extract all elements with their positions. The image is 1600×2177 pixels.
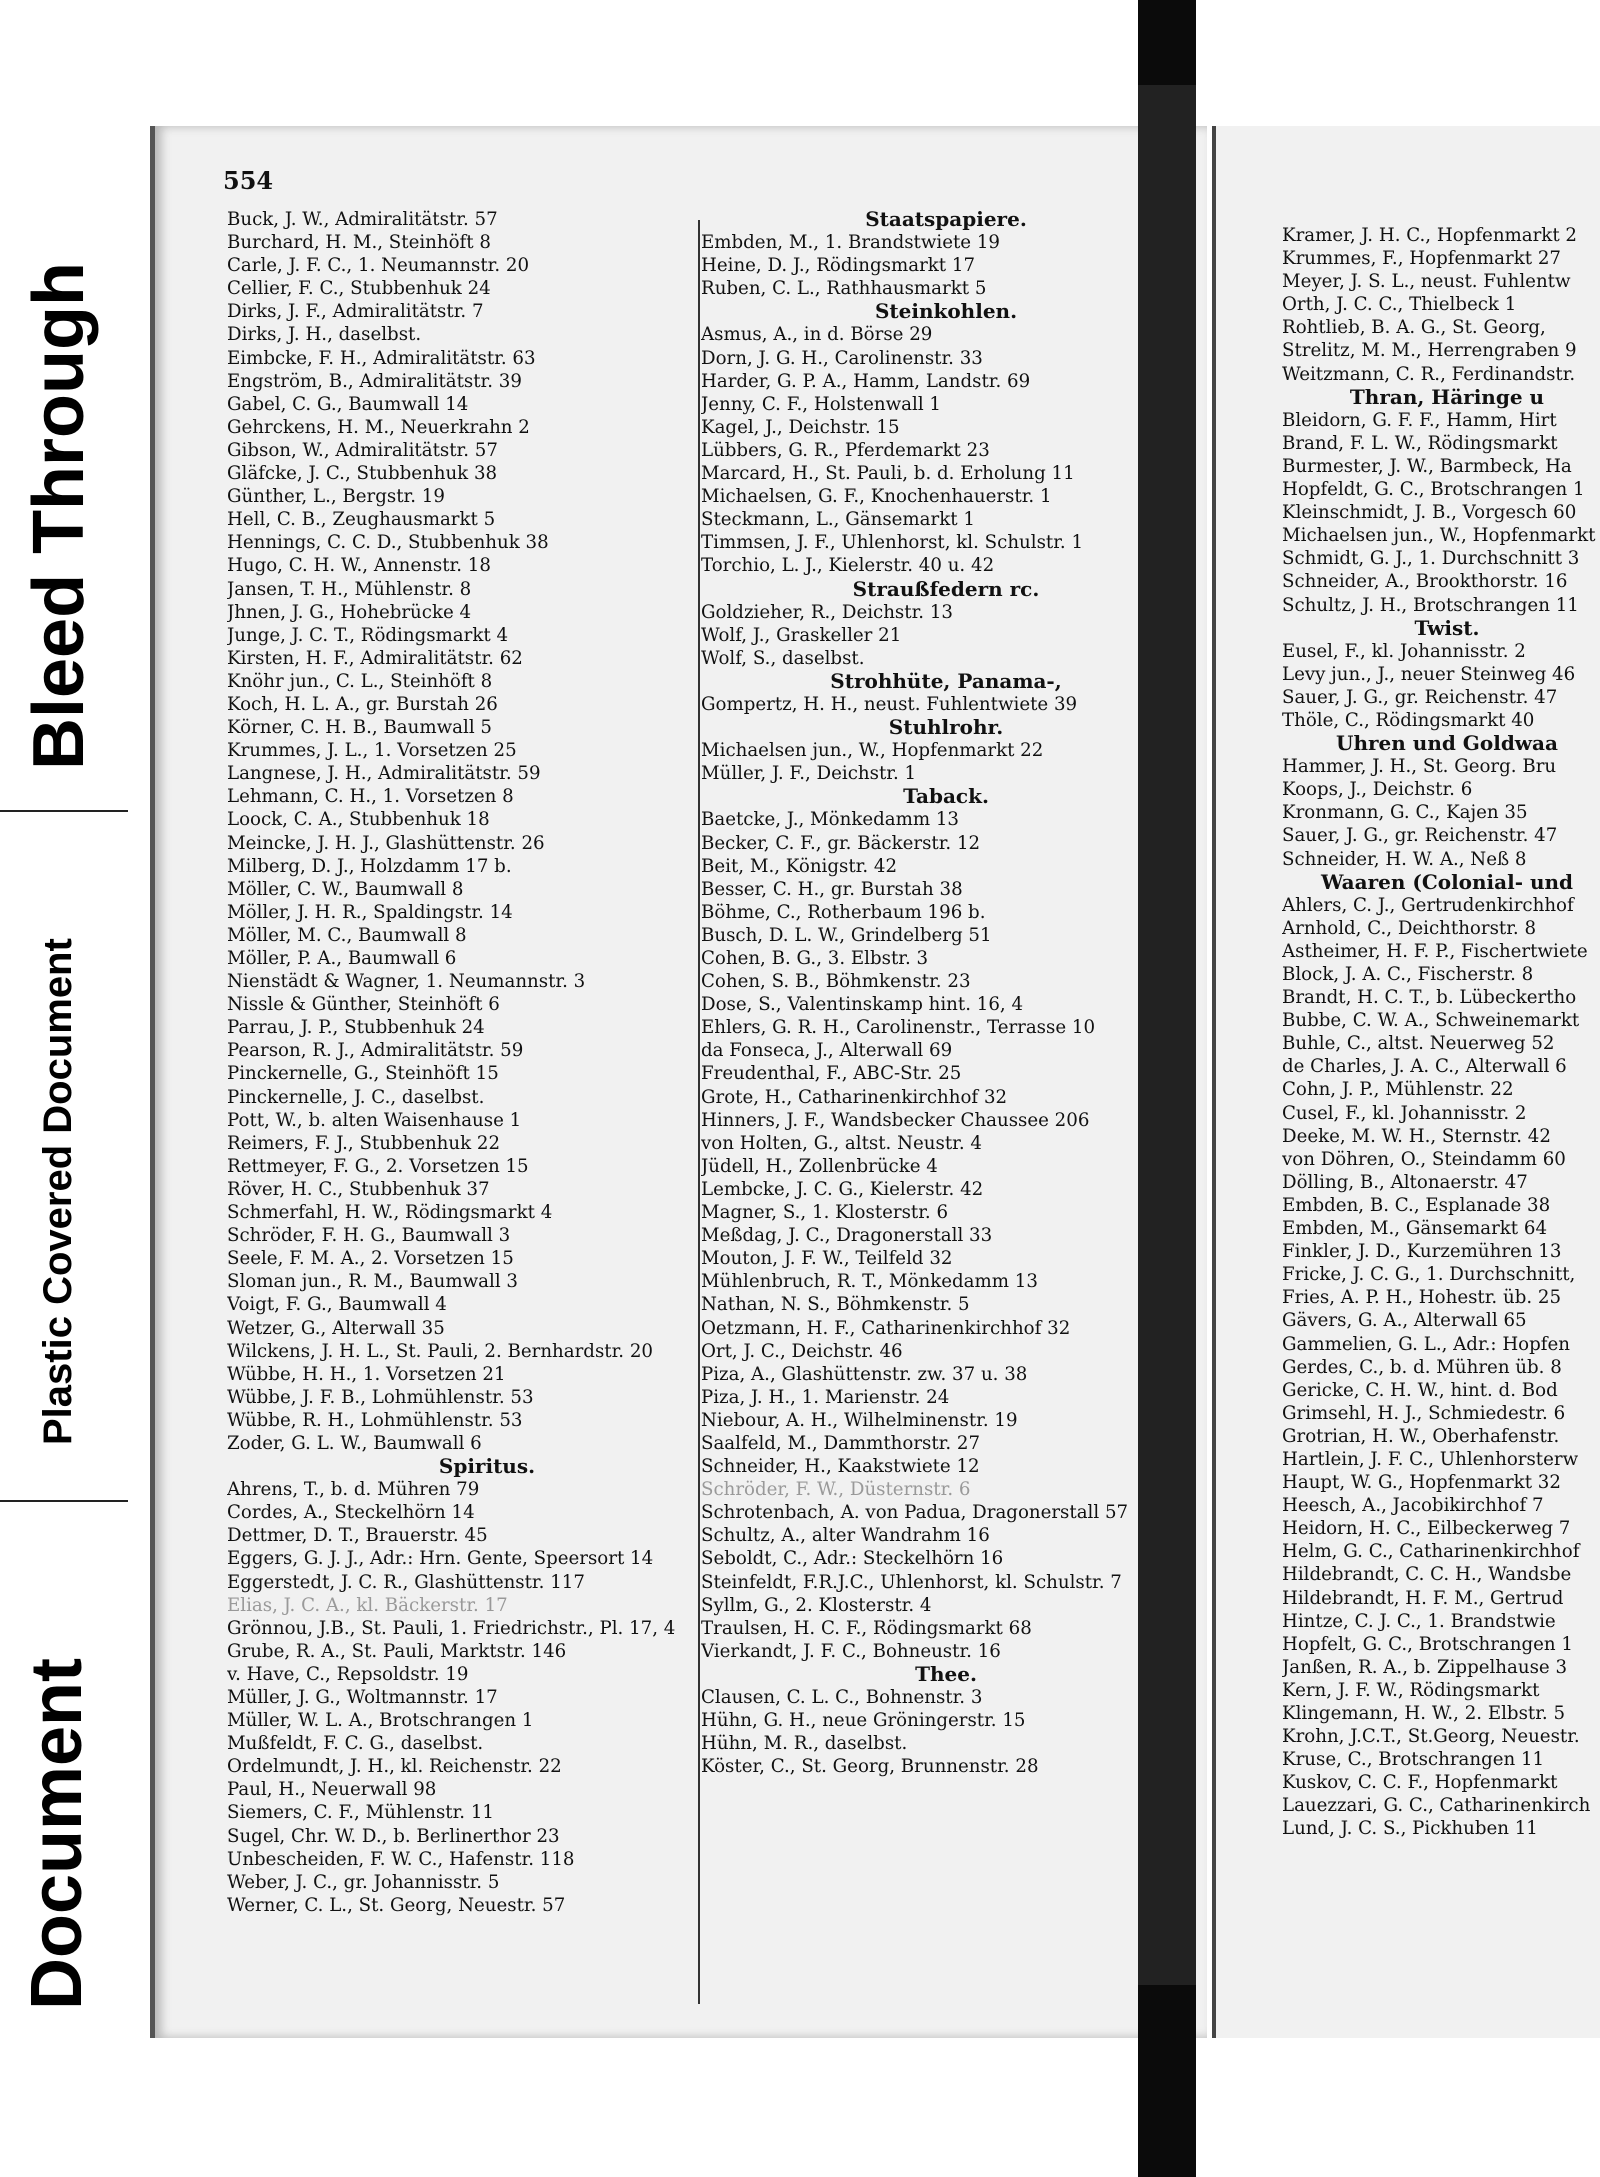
- directory-entry: Engström, B., Admiralitätstr. 39: [227, 370, 522, 392]
- directory-entry: Michaelsen jun., W., Hopfenmarkt 22: [701, 740, 1044, 762]
- directory-entry: Röver, H. C., Stubbenhuk 37: [227, 1178, 490, 1200]
- directory-entry: Rettmeyer, F. G., 2. Vorsetzen 15: [227, 1155, 529, 1177]
- document-page-left: [150, 126, 1207, 2038]
- column-divider: [698, 220, 700, 2004]
- directory-entry: Koch, H. L. A., gr. Burstah 26: [227, 693, 498, 715]
- directory-entry: Heidorn, H. C., Eilbeckerweg 7: [1282, 1518, 1571, 1540]
- directory-entry: Gibson, W., Admiralitätstr. 57: [227, 439, 498, 461]
- directory-entry: Becker, C. F., gr. Bäckerstr. 12: [701, 832, 981, 854]
- directory-entry: Hennings, C. C. D., Stubbenhuk 38: [227, 532, 549, 554]
- directory-entry: Wübbe, R. H., Lohmühlenstr. 53: [227, 1409, 523, 1431]
- directory-entry: Möller, J. H. R., Spaldingstr. 14: [227, 901, 513, 923]
- directory-entry: Wetzer, G., Alterwall 35: [227, 1317, 445, 1339]
- directory-entry: Grote, H., Catharinenkirchhof 32: [701, 1086, 1008, 1108]
- directory-entry: Burchard, H. M., Steinhöft 8: [227, 232, 491, 254]
- directory-entry: Kruse, C., Brotschrangen 11: [1282, 1749, 1545, 1771]
- directory-entry: Hinners, J. F., Wandsbecker Chaussee 206: [701, 1109, 1090, 1131]
- directory-entry: Günther, L., Bergstr. 19: [227, 486, 445, 508]
- directory-entry: Hühn, G. H., neue Gröningerstr. 15: [701, 1710, 1026, 1732]
- directory-entry: Orth, J. C. C., Thielbeck 1: [1282, 294, 1517, 316]
- document-label: Document: [17, 1657, 97, 2010]
- directory-entry: Seboldt, C., Adr.: Steckelhörn 16: [701, 1548, 1004, 1570]
- directory-entry: Embden, M., 1. Brandstwiete 19: [701, 232, 1000, 254]
- directory-entry: Fricke, J. C. G., 1. Durchschnitt,: [1282, 1264, 1576, 1286]
- directory-entry: Elias, J. C. A., kl. Bäckerstr. 17: [227, 1594, 508, 1616]
- directory-entry: Junge, J. C. T., Rödingsmarkt 4: [227, 624, 509, 646]
- directory-entry: Jansen, T. H., Mühlenstr. 8: [227, 578, 472, 600]
- directory-entry: Möller, P. A., Baumwall 6: [227, 948, 457, 969]
- directory-entry: Schneider, H., Kaakstwiete 12: [701, 1456, 980, 1478]
- section-heading: Waaren (Colonial- und: [1320, 870, 1574, 894]
- plastic-covered-label: Plastic Covered Document: [36, 938, 80, 1445]
- directory-entry: Hell, C. B., Zeughausmarkt 5: [227, 509, 496, 531]
- directory-entry: Wilckens, J. H. L., St. Pauli, 2. Bernhardstr. 20: [227, 1340, 653, 1362]
- directory-entry: Buck, J. W., Admiralitätstr. 57: [227, 209, 498, 230]
- section-heading: Stuhlrohr.: [888, 716, 1004, 740]
- directory-entry: Mühlenbruch, R. T., Mönkedamm 13: [701, 1271, 1038, 1293]
- directory-entry: Lund, J. C. S., Pickhuben 11: [1282, 1818, 1538, 1840]
- directory-entry: Cohen, S. B., Böhmkenstr. 23: [701, 971, 971, 993]
- directory-entry: Sauer, J. G., gr. Reichenstr. 47: [1282, 825, 1558, 847]
- directory-entry: Lehmann, C. H., 1. Vorsetzen 8: [227, 786, 514, 808]
- directory-entry: Hugo, C. H. W., Annenstr. 18: [227, 555, 491, 577]
- page-number: 554: [223, 166, 274, 195]
- directory-entry: Loock, C. A., Stubbenhuk 18: [227, 809, 490, 831]
- section-heading: Thee.: [915, 1662, 977, 1686]
- directory-entry: Möller, M. C., Baumwall 8: [227, 924, 467, 946]
- directory-entry: Steinfeldt, F.R.J.C., Uhlenhorst, kl. Schulstr. 7: [701, 1571, 1122, 1593]
- directory-entry: Heine, D. J., Rödingsmarkt 17: [701, 255, 976, 277]
- directory-entry: Sugel, Chr. W. D., b. Berlinerthor 23: [227, 1825, 560, 1847]
- directory-entry: Embden, M., Gänsemarkt 64: [1282, 1218, 1548, 1240]
- directory-entry: Schmidt, G. J., 1. Durchschnitt 3: [1282, 548, 1580, 570]
- directory-entry: Goldzieher, R., Deichstr. 13: [701, 601, 953, 623]
- directory-entry: Strelitz, M. M., Herrengraben 9: [1282, 340, 1577, 362]
- directory-entry: Schrotenbach, A. von Padua, Dragonerstall 57: [701, 1502, 1129, 1524]
- divider: [0, 1500, 128, 1502]
- directory-entry: Siemers, C. F., Mühlenstr. 11: [227, 1802, 494, 1824]
- directory-entry: Cusel, F., kl. Johannisstr. 2: [1282, 1102, 1527, 1124]
- directory-entry: Knöhr jun., C. L., Steinhöft 8: [227, 670, 493, 692]
- directory-entry: de Charles, J. A. C., Alterwall 6: [1282, 1056, 1567, 1078]
- directory-entry: Hopfelt, G. C., Brotschrangen 1: [1282, 1633, 1573, 1655]
- bleed-through-label: Bleed Through: [19, 262, 99, 770]
- directory-entry: Helm, G. C., Catharinenkirchhof: [1282, 1541, 1580, 1563]
- directory-entry: Michaelsen, G. F., Knochenhauerstr. 1: [701, 486, 1052, 508]
- directory-entry: Reimers, F. J., Stubbenhuk 22: [227, 1132, 501, 1154]
- directory-entry: Schneider, A., Brookthorstr. 16: [1282, 571, 1568, 593]
- directory-entry: Jhnen, J. G., Hohebrücke 4: [227, 601, 472, 623]
- directory-entry: Dettmer, D. T., Brauerstr. 45: [227, 1525, 488, 1547]
- section-heading: Strohhüte, Panama-,: [830, 669, 1062, 693]
- directory-entry: Grube, R. A., St. Pauli, Marktstr. 146: [227, 1640, 567, 1662]
- directory-entry: Piza, A., Glashüttenstr. zw. 37 u. 38: [701, 1363, 1028, 1385]
- directory-entry: Cordes, A., Steckelhörn 14: [227, 1502, 475, 1524]
- directory-entry: Dose, S., Valentinskamp hint. 16, 4: [701, 994, 1024, 1016]
- directory-entry: Krummes, J. L., 1. Vorsetzen 25: [227, 740, 517, 762]
- directory-entry: Dirks, J. H., daselbst.: [227, 324, 422, 346]
- directory-entry: Saalfeld, M., Dammthorstr. 27: [701, 1432, 981, 1454]
- directory-entry: Bubbe, C. W. A., Schweinemarkt: [1282, 1010, 1580, 1032]
- directory-entry: Gläfcke, J. C., Stubbenhuk 38: [227, 463, 498, 485]
- directory-entry: Seele, F. M. A., 2. Vorsetzen 15: [227, 1248, 514, 1270]
- divider: [0, 810, 128, 812]
- directory-entry: Schultz, A., alter Wandrahm 16: [701, 1525, 990, 1547]
- directory-entry: Marcard, H., St. Pauli, b. d. Erholung 11: [701, 463, 1075, 485]
- directory-entry: Körner, C. H. B., Baumwall 5: [227, 717, 493, 739]
- directory-entry: Grönnou, J.B., St. Pauli, 1. Friedrichstr., Pl. 17, 4: [227, 1617, 676, 1639]
- directory-entry: Wolf, S., daselbst.: [701, 647, 865, 669]
- directory-entry: Asmus, A., in d. Börse 29: [701, 324, 933, 346]
- directory-entry: Kleinschmidt, J. B., Vorgesch 60: [1282, 502, 1577, 524]
- directory-entry: Eggerstedt, J. C. R., Glashüttenstr. 117: [227, 1571, 585, 1593]
- directory-entry: Beit, M., Königstr. 42: [701, 855, 898, 877]
- section-heading: Spiritus.: [438, 1455, 536, 1479]
- directory-entry: Kirsten, H. F., Admiralitätstr. 62: [227, 647, 523, 669]
- directory-column-right: [1282, 224, 1600, 1841]
- directory-entry: Dölling, B., Altonaerstr. 47: [1282, 1171, 1528, 1193]
- directory-entry: Gehrckens, H. M., Neuerkrahn 2: [227, 416, 530, 438]
- directory-entry: Ahrens, T., b. d. Mühren 79: [227, 1479, 480, 1501]
- directory-entry: Deeke, M. W. H., Sternstr. 42: [1282, 1125, 1551, 1147]
- section-heading: Taback.: [903, 785, 989, 809]
- directory-entry: Müller, J. G., Woltmannstr. 17: [227, 1687, 498, 1708]
- directory-entry: Oetzmann, H. F., Catharinenkirchhof 32: [701, 1317, 1071, 1339]
- directory-entry: Kronmann, G. C., Kajen 35: [1282, 802, 1528, 824]
- directory-entry: Kagel, J., Deichstr. 15: [701, 416, 900, 438]
- directory-entry: Langnese, J. H., Admiralitätstr. 59: [227, 763, 541, 785]
- directory-entry: Lembcke, J. C. G., Kielerstr. 42: [701, 1178, 984, 1200]
- directory-entry: Paul, H., Neuerwall 98: [227, 1779, 437, 1801]
- directory-entry: Krummes, F., Hopfenmarkt 27: [1282, 248, 1561, 270]
- directory-entry: Schneider, H. W. A., Neß 8: [1282, 848, 1527, 870]
- directory-entry: Dorn, J. G. H., Carolinenstr. 33: [701, 347, 983, 369]
- directory-entry: Schmerfahl, H. W., Rödingsmarkt 4: [227, 1202, 553, 1224]
- book-gutter-inner: [1138, 85, 1196, 1985]
- directory-entry: Burmester, J. W., Barmbeck, Ha: [1282, 455, 1572, 477]
- section-heading: Twist.: [1414, 616, 1480, 640]
- directory-entry: Gericke, C. H. W., hint. d. Bod: [1282, 1379, 1558, 1401]
- directory-entry: Gabel, C. G., Baumwall 14: [227, 393, 469, 415]
- directory-entry: Traulsen, H. C. F., Rödingsmarkt 68: [701, 1617, 1032, 1639]
- directory-entry: Embden, B. C., Esplanade 38: [1282, 1194, 1551, 1216]
- directory-entry: Sloman jun., R. M., Baumwall 3: [227, 1271, 519, 1293]
- directory-column-middle: [701, 208, 1191, 1778]
- directory-entry: Milberg, D. J., Holzdamm 17 b.: [227, 855, 512, 877]
- section-heading: Staatspapiere.: [865, 208, 1027, 231]
- directory-entry: Hildebrandt, C. C. H., Wandsbe: [1282, 1564, 1572, 1586]
- directory-entry: Schröder, F. W., Düsternstr. 6: [701, 1479, 971, 1501]
- section-heading: Thran, Häringe u: [1349, 385, 1545, 409]
- directory-entry: Pott, W., b. alten Waisenhause 1: [227, 1109, 522, 1131]
- directory-entry: Hammer, J. H., St. Georg. Bru: [1282, 756, 1557, 778]
- directory-entry: Wübbe, J. F. B., Lohmühlenstr. 53: [227, 1386, 534, 1408]
- directory-entry: Baetcke, J., Mönkedamm 13: [701, 809, 960, 831]
- directory-entry: Parrau, J. P., Stubbenhuk 24: [227, 1017, 485, 1039]
- directory-entry: Kramer, J. H. C., Hopfenmarkt 2: [1282, 225, 1577, 246]
- directory-entry: Ort, J. C., Deichstr. 46: [701, 1340, 903, 1362]
- directory-entry: Mußfeldt, F. C. G., daselbst.: [227, 1733, 484, 1755]
- directory-entry: Arnhold, C., Deichthorstr. 8: [1282, 917, 1537, 939]
- directory-entry: Jenny, C. F., Holstenwall 1: [701, 393, 942, 415]
- directory-entry: Böhme, C., Rotherbaum 196 b.: [701, 901, 986, 923]
- directory-entry: Busch, D. L. W., Grindelberg 51: [701, 924, 992, 946]
- directory-entry: Hintze, C. J. C., 1. Brandstwie: [1282, 1610, 1556, 1632]
- directory-entry: Pinckernelle, G., Steinhöft 15: [227, 1063, 499, 1085]
- directory-entry: Block, J. A. C., Fischerstr. 8: [1282, 964, 1534, 985]
- directory-entry: Möller, C. W., Baumwall 8: [227, 878, 464, 900]
- directory-entry: Haupt, W. G., Hopfenmarkt 32: [1282, 1472, 1561, 1494]
- directory-entry: Mouton, J. F. W., Teilfeld 32: [701, 1248, 953, 1270]
- directory-entry: Gerdes, C., b. d. Mühren üb. 8: [1282, 1356, 1562, 1378]
- section-heading: Steinkohlen.: [874, 300, 1018, 324]
- directory-entry: Clausen, C. L. C., Bohnenstr. 3: [701, 1687, 983, 1708]
- directory-entry: Unbescheiden, F. W. C., Hafenstr. 118: [227, 1848, 575, 1870]
- directory-entry: Besser, C. H., gr. Burstah 38: [701, 878, 963, 900]
- directory-entry: Finkler, J. D., Kurzemühren 13: [1282, 1241, 1562, 1263]
- section-heading: Straußfedern rc.: [852, 577, 1040, 601]
- directory-entry: Levy jun., J., neuer Steinweg 46: [1282, 663, 1576, 685]
- directory-entry: Buhle, C., altst. Neuerweg 52: [1282, 1033, 1555, 1055]
- directory-entry: Gammelien, G. L., Adr.: Hopfen: [1282, 1333, 1570, 1355]
- directory-entry: von Holten, G., altst. Neustr. 4: [701, 1132, 982, 1154]
- directory-entry: Piza, J. H., 1. Marienstr. 24: [701, 1386, 950, 1408]
- directory-entry: Heesch, A., Jacobikirchhof 7: [1282, 1495, 1544, 1517]
- directory-entry: Nathan, N. S., Böhmkenstr. 5: [701, 1294, 970, 1316]
- directory-column-left: [227, 208, 747, 1917]
- directory-entry: Harder, G. P. A., Hamm, Landstr. 69: [701, 370, 1031, 392]
- directory-entry: Pearson, R. J., Admiralitätstr. 59: [227, 1040, 524, 1062]
- directory-entry: Carle, J. F. C., 1. Neumannstr. 20: [227, 255, 530, 277]
- directory-entry: Lübbers, G. R., Pferdemarkt 23: [701, 439, 990, 461]
- directory-entry: Cohen, B. G., 3. Elbstr. 3: [701, 948, 929, 969]
- directory-entry: Nissle & Günther, Steinhöft 6: [227, 994, 500, 1016]
- directory-entry: Meincke, J. H. J., Glashüttenstr. 26: [227, 832, 545, 854]
- directory-entry: von Döhren, O., Steindamm 60: [1282, 1148, 1566, 1170]
- directory-entry: Pinckernelle, J. C., daselbst.: [227, 1086, 485, 1108]
- directory-entry: Klingemann, H. W., 2. Elbstr. 5: [1282, 1703, 1566, 1724]
- directory-entry: da Fonseca, J., Alterwall 69: [701, 1040, 953, 1062]
- directory-entry: Thöle, C., Rödingsmarkt 40: [1282, 709, 1535, 731]
- directory-entry: Magner, S., 1. Klosterstr. 6: [701, 1202, 949, 1224]
- directory-entry: Müller, J. F., Deichstr. 1: [701, 763, 917, 785]
- directory-entry: Ordelmundt, J. H., kl. Reichenstr. 22: [227, 1756, 562, 1778]
- directory-entry: Steckmann, L., Gänsemarkt 1: [701, 509, 975, 531]
- directory-entry: Astheimer, H. F. P., Fischertwiete: [1282, 940, 1588, 962]
- directory-entry: Timmsen, J. F., Uhlenhorst, kl. Schulstr. 1: [701, 532, 1084, 554]
- directory-entry: Zoder, G. L. W., Baumwall 6: [227, 1432, 482, 1454]
- directory-entry: Hartlein, J. F. C., Uhlenhorsterw: [1282, 1448, 1579, 1470]
- directory-entry: Voigt, F. G., Baumwall 4: [227, 1294, 447, 1316]
- directory-entry: Wolf, J., Graskeller 21: [701, 624, 902, 646]
- directory-entry: Bleidorn, G. F. F., Hamm, Hirt: [1282, 409, 1557, 431]
- directory-entry: Schultz, J. H., Brotschrangen 11: [1282, 594, 1579, 616]
- directory-entry: Grimsehl, H. J., Schmiedestr. 6: [1282, 1402, 1566, 1424]
- directory-entry: Syllm, G., 2. Klosterstr. 4: [701, 1594, 932, 1616]
- directory-entry: Dirks, J. F., Admiralitätstr. 7: [227, 301, 484, 323]
- directory-entry: Werner, C. L., St. Georg, Neuestr. 57: [227, 1894, 566, 1916]
- directory-entry: Jüdell, H., Zollenbrücke 4: [701, 1155, 938, 1177]
- directory-entry: Vierkandt, J. F. C., Bohneustr. 16: [701, 1640, 1001, 1662]
- directory-entry: Rohtlieb, B. A. G., St. Georg,: [1282, 317, 1546, 339]
- directory-entry: Weber, J. C., gr. Johannisstr. 5: [227, 1871, 500, 1893]
- directory-entry: Cohn, J. P., Mühlenstr. 22: [1282, 1079, 1514, 1101]
- directory-entry: Ruben, C. L., Rathhausmarkt 5: [701, 278, 987, 300]
- directory-entry: Köster, C., St. Georg, Brunnenstr. 28: [701, 1756, 1039, 1778]
- directory-entry: Krohn, J.C.T., St.Georg, Neuestr.: [1282, 1726, 1580, 1748]
- directory-entry: Nienstädt & Wagner, 1. Neumannstr. 3: [227, 971, 586, 993]
- directory-entry: Janßen, R. A., b. Zippelhause 3: [1282, 1656, 1568, 1678]
- directory-entry: Schröder, F. H. G., Baumwall 3: [227, 1225, 511, 1247]
- directory-entry: Sauer, J. G., gr. Reichenstr. 47: [1282, 686, 1558, 708]
- directory-entry: Hühn, M. R., daselbst.: [701, 1733, 908, 1755]
- directory-entry: Eusel, F., kl. Johannisstr. 2: [1282, 640, 1526, 662]
- directory-entry: Kern, J. F. W., Rödingsmarkt: [1282, 1679, 1540, 1701]
- directory-entry: Cellier, F. C., Stubbenhuk 24: [227, 278, 491, 300]
- directory-entry: Gävers, G. A., Alterwall 65: [1282, 1310, 1527, 1332]
- directory-entry: Torchio, L. J., Kielerstr. 40 u. 42: [701, 555, 995, 577]
- directory-entry: Müller, W. L. A., Brotschrangen 1: [227, 1710, 534, 1732]
- directory-entry: Ehlers, G. R. H., Carolinenstr., Terrasse 10: [701, 1017, 1096, 1039]
- directory-entry: Wübbe, H. H., 1. Vorsetzen 21: [227, 1363, 506, 1385]
- directory-entry: Brand, F. L. W., Rödingsmarkt: [1282, 432, 1558, 454]
- directory-entry: Eggers, G. J. J., Adr.: Hrn. Gente, Speersort 14: [227, 1548, 654, 1570]
- directory-entry: v. Have, C., Repsoldstr. 19: [227, 1663, 469, 1685]
- directory-entry: Brandt, H. C. T., b. Lübeckertho: [1282, 987, 1577, 1009]
- document-page-right: [1212, 126, 1600, 2038]
- directory-entry: Grotrian, H. W., Oberhafenstr.: [1282, 1425, 1560, 1447]
- directory-entry: Kuskov, C. C. F., Hopfenmarkt: [1282, 1772, 1558, 1794]
- directory-entry: Gompertz, H. H., neust. Fuhlentwiete 39: [701, 693, 1078, 715]
- directory-entry: Weitzmann, C. R., Ferdinandstr.: [1282, 363, 1576, 385]
- directory-entry: Meßdag, J. C., Dragonerstall 33: [701, 1225, 993, 1247]
- directory-entry: Ahlers, C. J., Gertrudenkirchhof: [1282, 894, 1574, 916]
- directory-entry: Hopfeldt, G. C., Brotschrangen 1: [1282, 479, 1585, 501]
- directory-entry: Koops, J., Deichstr. 6: [1282, 779, 1473, 801]
- directory-entry: Fries, A. P. H., Hohestr. üb. 25: [1282, 1287, 1562, 1309]
- directory-entry: Lauezzari, G. C., Catharinenkirch: [1282, 1795, 1591, 1817]
- directory-entry: Eimbcke, F. H., Admiralitätstr. 63: [227, 347, 536, 369]
- directory-entry: Michaelsen jun., W., Hopfenmarkt: [1282, 525, 1596, 547]
- section-heading: Uhren und Goldwaa: [1336, 732, 1558, 756]
- directory-entry: Meyer, J. S. L., neust. Fuhlentw: [1282, 271, 1571, 293]
- directory-entry: Freudenthal, F., ABC-Str. 25: [701, 1063, 962, 1085]
- directory-entry: Niebour, A. H., Wilhelminenstr. 19: [701, 1409, 1018, 1431]
- directory-entry: Hildebrandt, H. F. M., Gertrud: [1282, 1587, 1564, 1609]
